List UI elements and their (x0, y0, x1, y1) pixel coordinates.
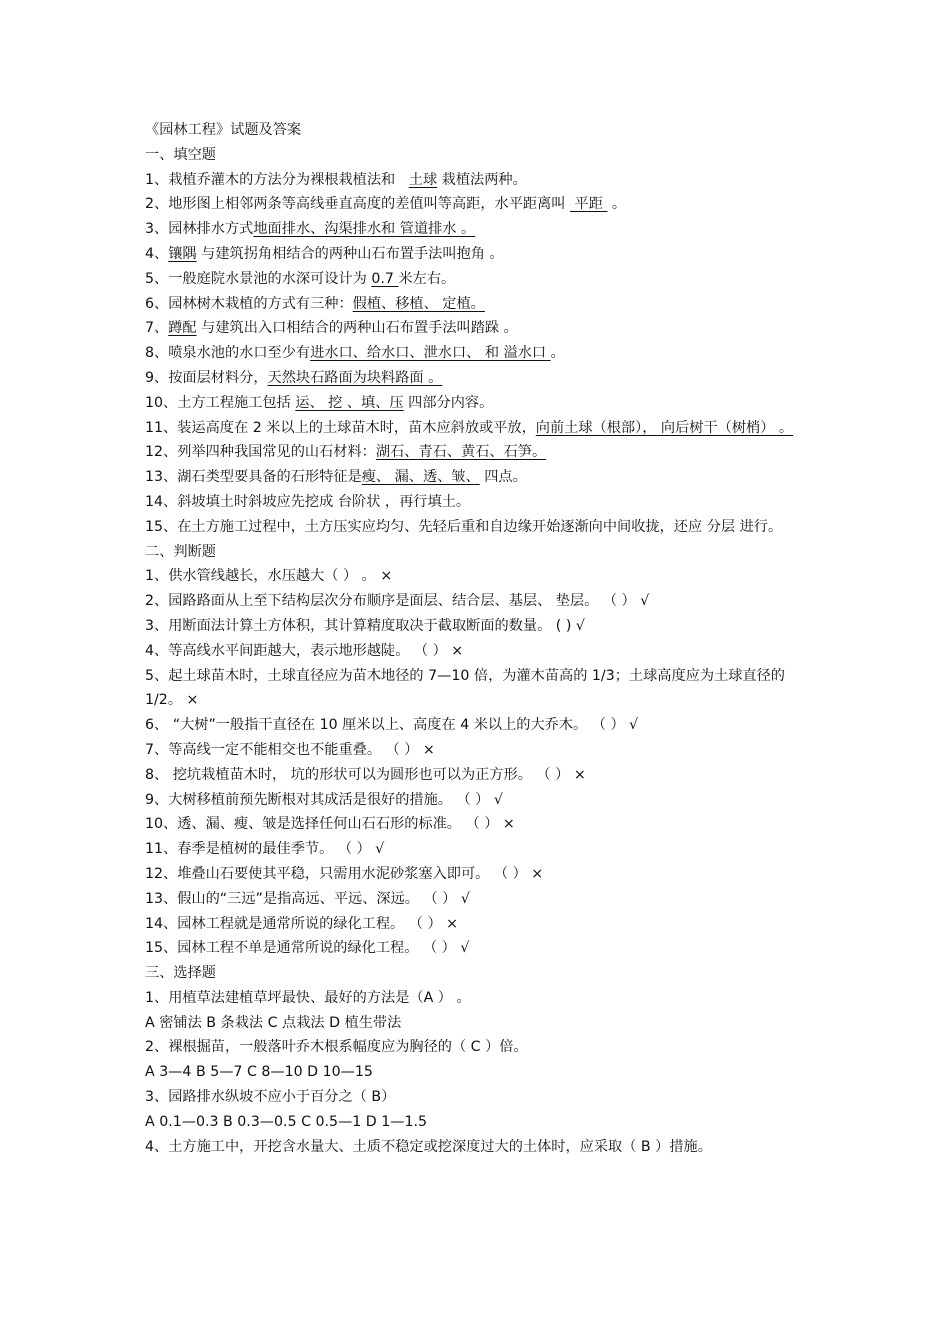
answer: 地面排水、沟渠排水和 管道排水 。 (253, 221, 476, 238)
answer: 湖石、青石、黄石、石笋。 (375, 444, 547, 461)
section-heading-fill-blank: 一、填空题 (145, 146, 216, 163)
answer: 蹲配 (168, 320, 197, 337)
judge-item-3: 3、用断面法计算土方体积，其计算精度取决于截取断面的数量。 ( ) √ (145, 617, 585, 634)
fill-item-10: 10、土方工程施工包括 运、 挖 、填、压 四部分内容。 (145, 394, 494, 411)
choice-item-2: 2、裸根掘苗，一般落叶乔木根系幅度应为胸径的（ C ）倍。 (145, 1039, 528, 1056)
fill-item-7: 7、蹲配 与建筑出入口相结合的两种山石布置手法叫踏跺 。 (145, 320, 518, 337)
section-heading-true-false: 二、判断题 (145, 543, 216, 560)
fill-item-3: 3、园林排水方式地面排水、沟渠排水和 管道排水 。 (145, 221, 476, 238)
fill-item-1: 1、栽植乔灌木的方法分为裸根栽植法和 土球 栽植法两种。 (145, 171, 527, 188)
judge-item-6: 6、 “大树”一般指干直径在 10 厘米以上、高度在 4 米以上的大乔木。 （ ） √ (145, 717, 639, 734)
fill-item-14: 14、斜坡填土时斜坡应先挖成 台阶状 ，再行填土。 (145, 493, 471, 510)
choice-item-1-options: A 密铺法 B 条栽法 C 点栽法 D 植生带法 (145, 1014, 402, 1031)
document-body (145, 118, 815, 1159)
fill-item-8: 8、喷泉水池的水口至少有进水口、给水口、泄水口、 和 溢水口 。 (145, 345, 565, 362)
answer: 0.7 (371, 270, 394, 287)
judge-item-9: 9、大树移植前预先断根对其成活是很好的措施。 （ ） √ (145, 791, 503, 808)
answer: 瘦、 漏、透、皱、 (361, 469, 480, 486)
fill-item-15: 15、在土方施工过程中，土方压实应均匀、先轻后重和自边缘开始逐渐向中间收拢，还应 分层 进行。 (145, 518, 783, 535)
answer: 假植、移植、 定植。 (352, 295, 485, 312)
answer: 进水口、给水口、泄水口、 和 溢水口 (310, 345, 547, 362)
fill-item-11: 11、装运高度在 2 米以上的土球苗木时，苗木应斜放或平放，向前土球（根部）， 向后树干（树梢） 。 (145, 419, 794, 436)
choice-item-4: 4、土方施工中，开挖含水量大、土质不稳定或挖深度过大的土体时，应采取（ B ）措施。 (145, 1138, 712, 1155)
choice-item-3: 3、园路排水纵坡不应小于百分之（ B） (145, 1089, 396, 1106)
judge-item-13: 13、假山的“三远”是指高远、平远、深远。 （ ） √ (145, 890, 470, 907)
fill-item-2: 2、地形图上相邻两条等高线垂直高度的差值叫等高距，水平距离叫 平距 。 (145, 196, 627, 213)
answer: 天然块石路面为块料路面 。 (267, 369, 443, 386)
fill-item-13: 13、湖石类型要具备的石形特征是瘦、 漏、透、皱、 四点。 (145, 469, 527, 486)
fill-item-12: 12、列举四种我国常见的山石材料：湖石、青石、黄石、石笋。 (145, 444, 547, 461)
judge-item-2: 2、园路路面从上至下结构层次分布顺序是面层、结合层、基层、 垫层。 （ ） √ (145, 593, 650, 610)
judge-item-8: 8、 挖坑栽植苗木时， 坑的形状可以为圆形也可以为正方形。 （ ） × (145, 766, 586, 783)
choice-item-1: 1、用植草法建植草坪最快、最好的方法是（A ） 。 (145, 989, 471, 1006)
fill-item-5: 5、一般庭院水景池的水深可设计为 0.7 米左右。 (145, 270, 456, 287)
judge-item-15: 15、园林工程不单是通常所说的绿化工程。 （ ） √ (145, 940, 470, 957)
answer: 镶隅 (168, 245, 197, 262)
answer: 土球 (408, 171, 438, 188)
judge-item-10: 10、透、漏、瘦、皱是选择任何山石石形的标准。 （ ） × (145, 816, 515, 833)
judge-item-11: 11、春季是植树的最佳季节。 （ ） √ (145, 841, 385, 858)
judge-item-14: 14、园林工程就是通常所说的绿化工程。 （ ） × (145, 915, 459, 932)
judge-item-12: 12、堆叠山石要使其平稳，只需用水泥砂浆塞入即可。 （ ） × (145, 865, 544, 882)
document-title: 《园林工程》试题及答案 (145, 122, 302, 138)
judge-item-5: 5、起土球苗木时，土球直径应为苗木地径的 7—10 倍，为灌木苗高的 1/3；土球高度应为土球直径的 1/2。 × (145, 667, 785, 709)
answer: 平距 (574, 196, 603, 213)
answer: 向前土球（根部）， 向后树干（树梢） 。 (535, 419, 794, 436)
judge-item-1: 1、供水管线越长，水压越大（ ） 。 × (145, 568, 393, 585)
choice-item-2-options: A 3—4 B 5—7 C 8—10 D 10—15 (145, 1064, 373, 1081)
fill-item-6: 6、园林树木栽植的方式有三种：假植、移植、 定植。 (145, 295, 485, 312)
answer: 运、 挖 、填、压 (295, 394, 404, 411)
judge-item-7: 7、等高线一定不能相交也不能重叠。 （ ） × (145, 741, 435, 758)
fill-item-4: 4、镶隅 与建筑拐角相结合的两种山石布置手法叫抱角 。 (145, 245, 504, 262)
judge-item-4: 4、等高线水平间距越大，表示地形越陡。 （ ） × (145, 642, 464, 659)
choice-item-3-options: A 0.1—0.3 B 0.3—0.5 C 0.5—1 D 1—1.5 (145, 1113, 428, 1130)
fill-item-9: 9、按面层材料分，天然块石路面为块料路面 。 (145, 369, 443, 386)
section-heading-choice: 三、选择题 (145, 965, 216, 982)
